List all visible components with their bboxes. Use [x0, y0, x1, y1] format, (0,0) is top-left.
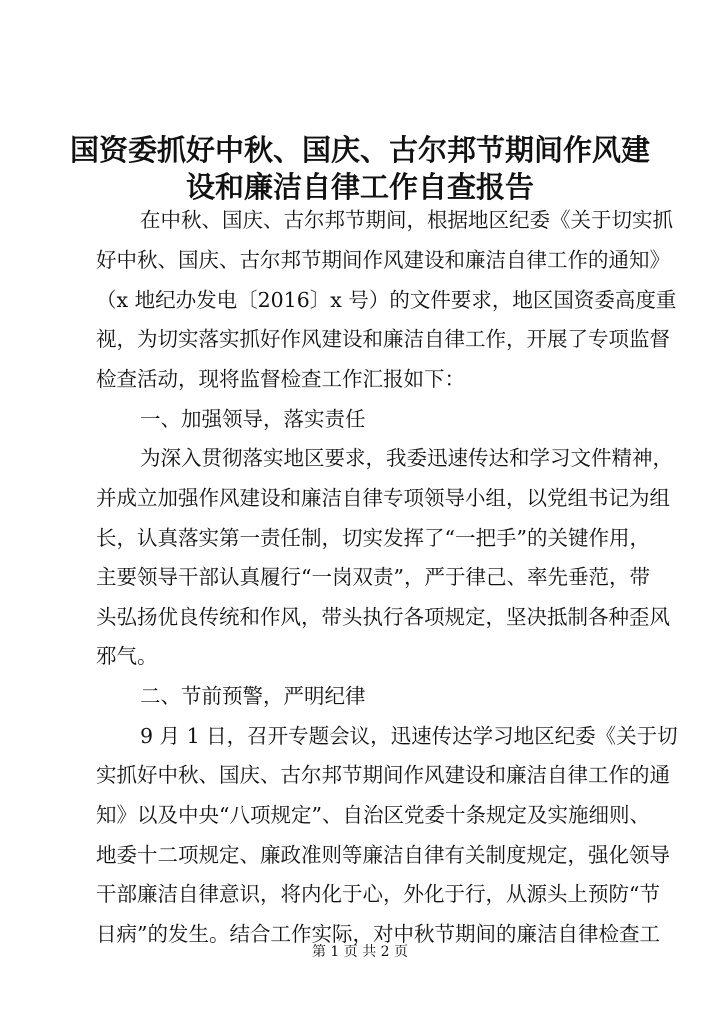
body-line: 长，认真落实第一责任制，切实发挥了“一把手”的关键作用，	[96, 526, 650, 550]
body-line: 头弘扬优良传统和作风，带头执行各项规定，坚决抵制各种歪风	[96, 605, 670, 629]
body-line: 好中秋、国庆、古尔邦节期间作风建设和廉洁自律工作的通知》	[96, 248, 670, 272]
section-heading-2: 二、节前预警，严明纪律	[140, 684, 366, 708]
body-line: 邪气。	[96, 644, 158, 668]
body-line: 在中秋、国庆、古尔邦节期间，根据地区纪委《关于切实抓	[140, 208, 673, 232]
body-line: 地委十二项规定、廉政准则等廉洁自律有关制度规定，强化领导	[96, 843, 670, 867]
body-line: 干部廉洁自律意识，将内化于心，外化于行，从源头上预防“节	[96, 882, 660, 906]
body-line: （x 地纪办发电〔2016〕x 号）的文件要求，地区国资委高度重	[96, 288, 677, 312]
body-line: 知》以及中央“八项规定”、自治区党委十条规定及实施细则、	[96, 803, 650, 827]
body-line: 9 月 1 日，召开专题会议，迅速传达学习地区纪委《关于切	[140, 724, 678, 748]
body-line: 实抓好中秋、国庆、古尔邦节期间作风建设和廉洁自律工作的通	[96, 763, 670, 787]
body-line: 主要领导干部认真履行“一岗双责”，严于律己、率先垂范，带	[96, 565, 650, 589]
document-title-line-1: 国资委抓好中秋、国庆、古尔邦节期间作风建	[69, 133, 650, 167]
body-line: 并成立加强作风建设和廉洁自律专项领导小组，以党组书记为组	[96, 486, 670, 510]
body-line: 检查活动，现将监督检查工作汇报如下：	[96, 367, 465, 391]
body-line: 视，为切实落实抓好作风建设和廉洁自律工作，开展了专项监督	[96, 327, 670, 351]
page-footer: 第 1 页 共 2 页	[311, 944, 409, 960]
section-heading-1: 一、加强领导，落实责任	[140, 407, 366, 431]
document-title-line-2: 设和廉洁自律工作自查报告	[185, 170, 534, 204]
body-line: 为深入贯彻落实地区要求，我委迅速传达和学习文件精神，	[140, 446, 673, 470]
body-line: 日病”的发生。结合工作实际，对中秋节期间的廉洁自律检查工	[96, 922, 660, 946]
